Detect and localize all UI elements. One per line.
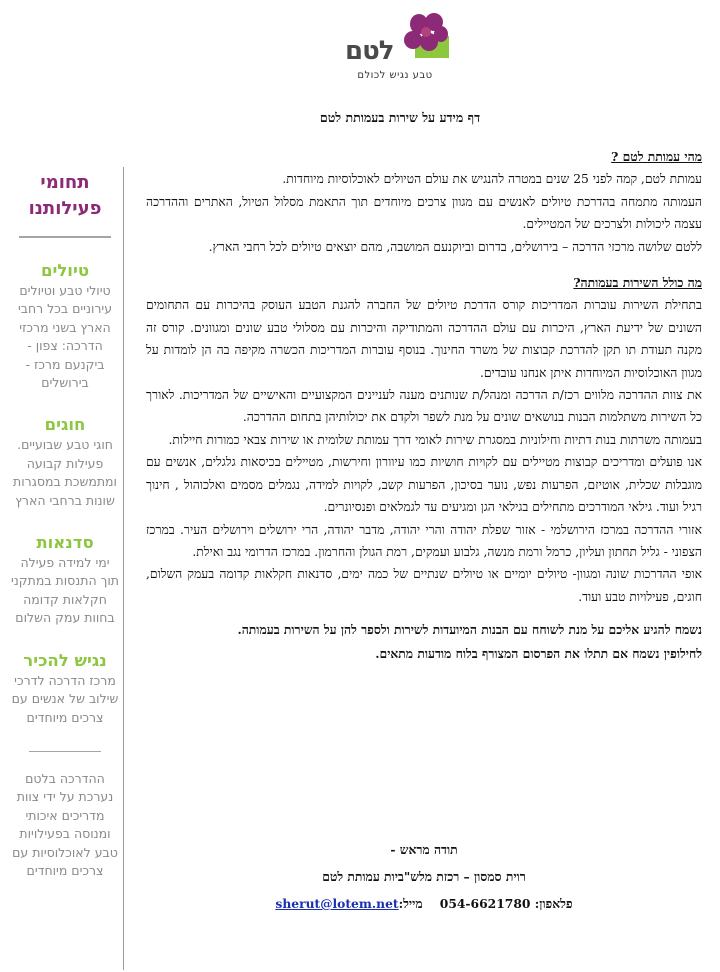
- paragraph: עמותת לטם, קמה לפני 25 שנים במטרה להנגיש את עולם הטיולים לאוכלוסיות מיוחדות.: [282, 172, 702, 187]
- sidebar-section-text: טיולי טבע וטיולים עירוניים בכל רחבי הארץ בשני מרכזי הדרכה: צפון - ביקנעם מרכז - בירושלים: [17, 283, 113, 391]
- sidebar-section-text: ימי למידה פעילה תוך התנסות במתקני חקלאות קדומה בחוות עמק השלום: [10, 555, 119, 626]
- closing-text: [146, 618, 702, 666]
- contact-line: [146, 890, 702, 917]
- sidebar-footer: ההדרכה בלטם נערכת על ידי צוות מדריכים איכותי ומנוסה בפעילויות טבע לאוכלוסיות עם צרכים מיוחדים: [12, 770, 118, 878]
- signature-block: [146, 836, 702, 917]
- sidebar-section-accessible: [10, 650, 120, 727]
- sidebar-section-heading: טיולים: [40, 261, 90, 280]
- paragraph: אופי ההדרכות שונה ומגוון- טיולים יומיים או טיולים שנתיים של כמה ימים, סדנאות חקלאות קדומה בעמק השלום, חוגים, פעילויות טבע ועוד.: [146, 567, 702, 604]
- sidebar-section-workshops: [10, 532, 120, 628]
- signature-line: רוית סמסון – רכזת מלש"ביות עמותת לטם: [322, 869, 526, 884]
- closing-line: לחילופין נשמח אם תתלו את הפרסום המצורף בלוח מודעות מתאים.: [375, 646, 702, 662]
- lotem-logo: [333, 10, 451, 81]
- paragraph: בתחילת השירות עוברות המדריכות קורס הדרכת טיולים של החברה להגנת הטבע העוסק בהיכרות עם התחומים השונים של ידיעת הארץ, היכרות עם עולם ההדרכה והמתודיקה והיכרות עם מסלולי טבע שונים ומגוונים. קורס זה מקנה תעודת תו תקן להדרכת קבוצות של משרד החינוך. בנוסף עוברות המדריכות הכשרה מקיפה בה הן לומדות על מגוון האוכלוסיות המיוחדות איתן אנחנו עובדים.: [146, 298, 702, 380]
- paragraph: את צוות ההדרכה מלווים רכז/ת הדרכה ומנהל/ת שנותנים מענה לעניינים המקצועיים והאישיים של המדריכות. לאורך כל השירות משתלמות הבנות בנושאים שונים על מנת לשפר ולקדם את יכולותיהן בתחום ההדרכה.: [146, 388, 702, 425]
- sidebar-separator: [29, 751, 101, 752]
- sidebar: [10, 170, 120, 880]
- section-heading-about: מהי עמותת לטם ?: [611, 149, 702, 164]
- paragraph: אזורי ההדרכה במרכז הירושלמי - אזור שפלת יהודה והרי יהודה, מדבר יהודה, הרי ירושלים וירושלים העיר. במרכז הצפוני - גליל תחתון ועליון, כרמל ורמת מנשה, גלבוע ועמקים, רמת הגולן והחרמון. במרכז הדרומי נגב ואילת.: [146, 522, 702, 559]
- document-title: דף מידע על שירות בעמותת לטם: [319, 110, 481, 125]
- sidebar-section-heading: נגיש להכיר: [23, 650, 107, 670]
- main-content: [146, 146, 702, 666]
- sidebar-section-text: חוגי טבע שבועיים. פעילות קבועה ומתמשכת במסגרות שונות ברחבי הארץ: [13, 437, 117, 508]
- sidebar-section-text: מרכז הדרכה לדרכי שילוב של אנשים עם צרכים מיוחדים: [11, 672, 119, 725]
- email-link[interactable]: sherut@lotem.net: [275, 896, 399, 911]
- paragraph: בעמותה משרתות בנות דתיות וחילוניות במסגרת שירות לאומי דרך עמותת שלומית או שירות צבאי כמורות חיילות.: [168, 432, 702, 447]
- sidebar-title: תחומי פעילותנו: [28, 172, 102, 219]
- sidebar-separator: [19, 236, 111, 238]
- section-heading-service: מה כולל השירות בעמותה?: [573, 275, 702, 291]
- sidebar-section-clubs: [10, 414, 120, 510]
- thanks-line: תודה מראש -: [390, 842, 458, 857]
- sidebar-divider: [123, 167, 124, 970]
- closing-line: נשמח להגיע אליכם על מנת לשוחח עם הבנות המיועדות לשירות ולספר להן על השירות בעמותה.: [237, 622, 702, 638]
- paragraph: אנו פועלים ומדריכים קבוצות מטיילים עם לקויות חושיות כמו עיוורון וחירשות, מטיילים בכיסאות גלגלים, אנשים עם מוגבלות שכלית, אוטיזם, הפרעות נפש, נוער בסיכון, הפרעות קשב, לקויות למידה, נגמלים מסמים ואלכוהול , חינוך רגיל ועוד. גילאי המודרכים מתחילים בגילאי הגן ומגיעים עד לגמלאים ופנסיונרים.: [146, 455, 702, 515]
- paragraph: ללטם שלושה מרכזי הדרכה – בירושלים, בדרום וביוקנעם המושבה, מהם יוצאים טיולים לכל רחבי הארץ.: [208, 239, 702, 254]
- logo-tagline: טבע נגיש לכולם: [357, 70, 433, 81]
- sidebar-section-trips: [10, 260, 120, 392]
- paragraph: העמותה מתמחה בהדרכת טיולים לאנשים עם מגוון צרכים מיוחדים תוך התאמת מסלול הטיול, האתרים וההדרכה עצמה ליכולות ולצרכים של המטיילים.: [146, 194, 702, 232]
- email-label: מייל:: [398, 896, 423, 911]
- phone-number: פלאפון: 054-6621780: [439, 896, 573, 911]
- sidebar-section-heading: סדנאות: [36, 533, 94, 553]
- sidebar-section-heading: חוגים: [44, 415, 86, 435]
- logo-name: לטם: [345, 36, 394, 66]
- flower-logo-icon: [399, 12, 451, 60]
